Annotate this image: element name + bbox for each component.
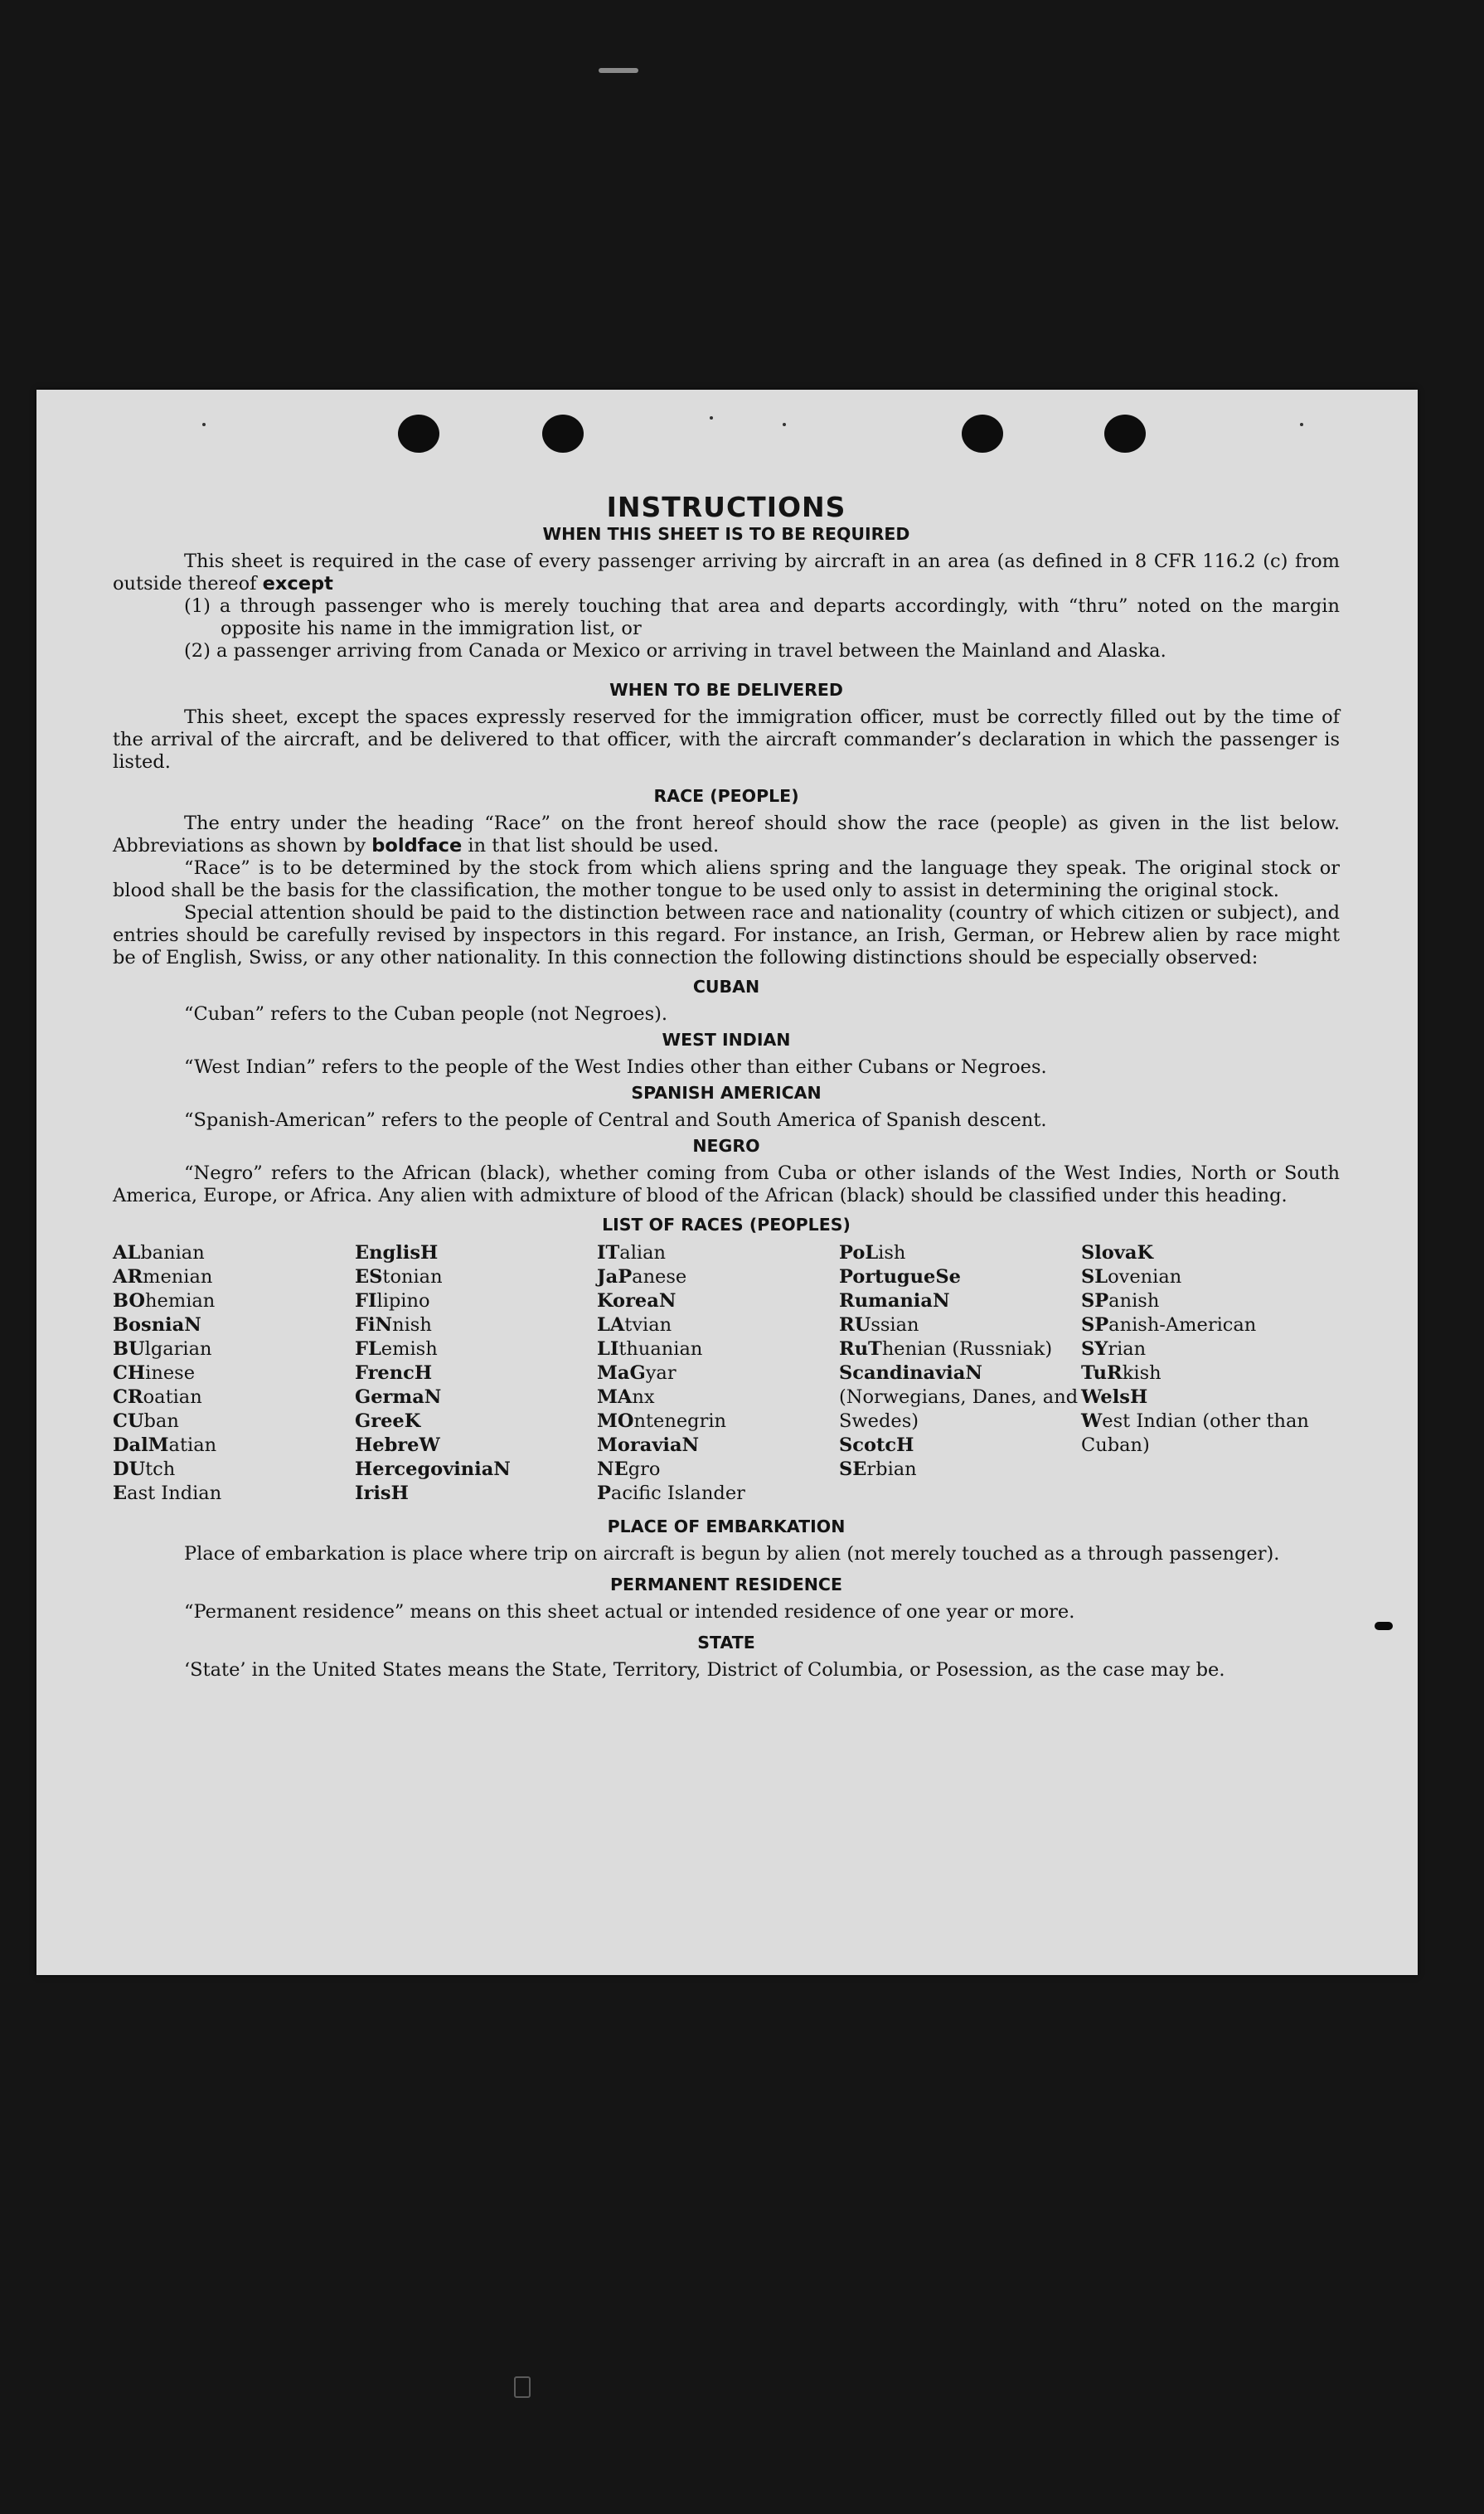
race-text-c: in that list should be used. xyxy=(462,835,720,857)
race-abbrev: H xyxy=(1129,1386,1148,1408)
race-entry xyxy=(113,1313,355,1337)
race-abbrev: Se xyxy=(935,1266,961,1288)
race-paragraph-2: “Race” is to be determined by the stock from which aliens spring and the language they speak. The original stock or blood shall be the basis for the classification, the mother tongue to be used only to assist in determining the original stock. xyxy=(113,857,1340,901)
race-entry xyxy=(597,1313,839,1337)
required-except: except xyxy=(262,573,333,595)
race-abbrev: Korea xyxy=(597,1290,659,1312)
race-entry xyxy=(597,1386,839,1410)
embarkation-paragraph: Place of embarkation is place where trip on aircraft is begun by alien (not merely touched as a through passenger). xyxy=(184,1543,1280,1565)
race-entry xyxy=(597,1458,839,1482)
race-entry xyxy=(355,1410,597,1434)
scan-mark xyxy=(514,2376,531,2398)
race-note: (Norwegians, Danes, and Swedes) xyxy=(839,1386,1079,1432)
race-text: ssian xyxy=(871,1314,919,1336)
race-entry xyxy=(113,1337,355,1361)
race-text: nish xyxy=(392,1314,432,1336)
clip-mark xyxy=(1375,1622,1393,1630)
race-abbrev: Wels xyxy=(1081,1386,1130,1408)
section-heading-required: WHEN THIS SHEET IS TO BE REQUIRED xyxy=(542,524,910,544)
race-entry xyxy=(113,1410,355,1434)
race-abbrev: PoL xyxy=(839,1242,879,1264)
race-abbrev: W xyxy=(419,1434,440,1456)
race-abbrev: MO xyxy=(597,1410,634,1432)
race-entry xyxy=(597,1337,839,1361)
race-entry xyxy=(839,1241,1081,1265)
required-item-1: (1) a through passenger who is merely touching that area and departs accordingly, with “thru” noted on the margin opposite his name in the immigration list, or xyxy=(184,595,1340,639)
race-abbrev: RU xyxy=(839,1314,871,1336)
race-entry xyxy=(355,1265,597,1289)
races-column xyxy=(113,1241,355,1506)
race-text: est Indian (other than Cuban) xyxy=(1081,1410,1309,1456)
section-heading-race: RACE (PEOPLE) xyxy=(653,786,799,806)
scan-mark xyxy=(599,68,638,73)
race-abbrev: W xyxy=(1081,1410,1103,1432)
race-text: lipino xyxy=(376,1290,430,1312)
section-heading-embarkation: PLACE OF EMBARKATION xyxy=(607,1517,846,1536)
race-text: ban xyxy=(143,1410,179,1432)
race-entry xyxy=(1081,1361,1323,1386)
race-entry xyxy=(839,1434,1081,1458)
negro-paragraph: “Negro” refers to the African (black), whether coming from Cuba or other islands of the West Indies, North or South America, Europe, or Africa. Any alien with admixture of blood of the African (black) should be classified under this heading. xyxy=(113,1162,1340,1206)
race-abbrev: Gree xyxy=(355,1410,405,1432)
race-entry xyxy=(839,1313,1081,1337)
race-text: tonian xyxy=(382,1266,443,1288)
race-abbrev: MA xyxy=(597,1386,633,1408)
document-page xyxy=(36,390,1418,1975)
race-entry xyxy=(839,1458,1081,1482)
race-abbrev: Iris xyxy=(355,1483,391,1504)
race-text: henian (Russniak) xyxy=(881,1338,1053,1360)
races-column xyxy=(597,1241,839,1506)
race-text: menian xyxy=(143,1266,213,1288)
speck xyxy=(1300,423,1303,426)
race-abbrev: H xyxy=(896,1434,914,1456)
race-text: yar xyxy=(645,1362,677,1384)
race-text: nx xyxy=(632,1386,655,1408)
race-abbrev: K xyxy=(404,1410,421,1432)
races-column xyxy=(839,1241,1081,1506)
punch-hole xyxy=(398,415,439,453)
race-abbrev: CH xyxy=(113,1362,146,1384)
race-abbrev: TuR xyxy=(1081,1362,1123,1384)
punch-hole xyxy=(1104,415,1146,453)
race-text: oatian xyxy=(143,1386,202,1408)
race-abbrev: CU xyxy=(113,1410,144,1432)
race-abbrev: JaP xyxy=(597,1266,633,1288)
race-boldface: boldface xyxy=(371,835,463,857)
race-text: ish xyxy=(878,1242,906,1264)
race-paragraph-3: Special attention should be paid to the distinction between race and nationality (country of which citizen or subject), and entries should be carefully revised by inspectors in this regard. For instance, an Irish, German, or Hebrew alien by race might be of English, Swiss, or any other nationality. In this connection the following distinctions should be especially observed: xyxy=(113,902,1340,968)
race-abbrev: N xyxy=(424,1386,442,1408)
speck xyxy=(710,416,713,420)
race-abbrev: DalM xyxy=(113,1434,169,1456)
speck xyxy=(783,423,786,426)
race-abbrev: BU xyxy=(113,1338,145,1360)
race-abbrev: N xyxy=(681,1434,700,1456)
required-item-2: (2) a passenger arriving from Canada or Mexico or arriving in travel between the Mainland and Alaska. xyxy=(184,640,1166,662)
race-abbrev: Portugue xyxy=(839,1266,936,1288)
race-text: tvian xyxy=(624,1314,672,1336)
race-text: rbian xyxy=(866,1458,917,1480)
race-abbrev: Rumania xyxy=(839,1290,933,1312)
race-abbrev: CR xyxy=(113,1386,143,1408)
race-abbrev: FI xyxy=(355,1290,377,1312)
race-entry xyxy=(355,1289,597,1313)
race-entry xyxy=(113,1458,355,1482)
race-entry xyxy=(113,1386,355,1410)
race-abbrev: N xyxy=(658,1290,677,1312)
race-entry xyxy=(1081,1386,1323,1410)
race-abbrev: Slova xyxy=(1081,1242,1137,1264)
race-abbrev: Moravia xyxy=(597,1434,682,1456)
race-abbrev: LA xyxy=(597,1314,625,1336)
races-list xyxy=(113,1241,1340,1506)
race-entry xyxy=(113,1241,355,1265)
race-text: ast Indian xyxy=(127,1483,222,1504)
residence-paragraph: “Permanent residence” means on this sheet actual or intended residence of one year or more. xyxy=(184,1601,1075,1623)
section-heading-negro: NEGRO xyxy=(692,1136,760,1156)
race-text: atian xyxy=(168,1434,217,1456)
race-text: thuanian xyxy=(618,1338,703,1360)
race-text: lgarian xyxy=(144,1338,212,1360)
race-abbrev: Hebre xyxy=(355,1434,419,1456)
race-abbrev: H xyxy=(414,1362,433,1384)
race-entry xyxy=(113,1289,355,1313)
race-abbrev: RuT xyxy=(839,1338,882,1360)
cuban-paragraph: “Cuban” refers to the Cuban people (not Negroes). xyxy=(184,1003,668,1025)
race-abbrev: NE xyxy=(597,1458,628,1480)
race-abbrev: Hercegovinia xyxy=(355,1458,494,1480)
race-abbrev: H xyxy=(390,1483,409,1504)
race-abbrev: FiN xyxy=(355,1314,393,1336)
race-entry xyxy=(597,1482,839,1506)
section-heading-residence: PERMANENT RESIDENCE xyxy=(610,1575,842,1594)
race-abbrev: N xyxy=(184,1314,201,1336)
race-abbrev: N xyxy=(493,1458,511,1480)
race-abbrev: Frenc xyxy=(355,1362,415,1384)
race-entry xyxy=(597,1410,839,1434)
race-entry xyxy=(355,1458,597,1482)
race-abbrev: N xyxy=(932,1290,950,1312)
race-entry xyxy=(1081,1265,1323,1289)
race-text: anish xyxy=(1108,1290,1160,1312)
race-abbrev: AR xyxy=(113,1266,143,1288)
race-entry xyxy=(1081,1289,1323,1313)
required-text: This sheet is required in the case of every passenger arriving by aircraft in an area (as defined in 8 CFR 116.2 (c) from outside thereof xyxy=(113,551,1340,595)
race-abbrev: AL xyxy=(113,1242,141,1264)
race-abbrev: Scotc xyxy=(839,1434,897,1456)
race-abbrev: E xyxy=(113,1483,128,1504)
race-entry xyxy=(839,1337,1081,1361)
section-heading-delivered: WHEN TO BE DELIVERED xyxy=(609,680,843,700)
race-text-a: The entry under the heading “Race” on the front hereof should show the race (people) as given in the list below. Abbreviations as shown by xyxy=(113,813,1340,857)
race-abbrev: K xyxy=(1137,1242,1154,1264)
race-entry xyxy=(839,1361,1081,1434)
race-abbrev: Scandinavia xyxy=(839,1362,966,1384)
race-entry xyxy=(1081,1241,1323,1265)
race-entry xyxy=(597,1434,839,1458)
race-abbrev: FL xyxy=(355,1338,381,1360)
race-abbrev: IT xyxy=(597,1242,620,1264)
delivered-paragraph: This sheet, except the spaces expressly reserved for the immigration officer, must be correctly filled out by the time of the arrival of the aircraft, and be delivered to that officer, with the aircraft commander’s declaration in which the passenger is listed. xyxy=(113,706,1340,773)
page-title: INSTRUCTIONS xyxy=(606,491,846,523)
race-abbrev: SP xyxy=(1081,1314,1109,1336)
races-column xyxy=(355,1241,597,1506)
race-entry xyxy=(113,1361,355,1386)
race-entry xyxy=(1081,1410,1323,1458)
race-abbrev: Bosnia xyxy=(113,1314,185,1336)
race-text: alian xyxy=(619,1242,666,1264)
section-heading-state: STATE xyxy=(697,1633,755,1653)
race-entry xyxy=(597,1289,839,1313)
race-abbrev: Germa xyxy=(355,1386,424,1408)
race-text: ovenian xyxy=(1108,1266,1182,1288)
race-paragraph-1 xyxy=(113,813,1340,857)
race-text: acific Islander xyxy=(610,1483,745,1504)
race-entry xyxy=(597,1241,839,1265)
race-entry xyxy=(113,1434,355,1458)
race-text: tch xyxy=(145,1458,176,1480)
punch-hole xyxy=(962,415,1003,453)
race-text: anish-American xyxy=(1108,1314,1257,1336)
race-text: inese xyxy=(145,1362,196,1384)
speck xyxy=(202,423,206,426)
race-abbrev: SY xyxy=(1081,1338,1108,1360)
race-entry xyxy=(839,1289,1081,1313)
race-abbrev: LI xyxy=(597,1338,619,1360)
race-abbrev: H xyxy=(420,1242,439,1264)
race-abbrev: P xyxy=(597,1483,611,1504)
race-abbrev: ES xyxy=(355,1266,383,1288)
race-abbrev: Englis xyxy=(355,1242,421,1264)
race-entry xyxy=(355,1361,597,1386)
instructions-content xyxy=(113,491,1340,1682)
west-indian-paragraph: “West Indian” refers to the people of the West Indies other than either Cubans or Negroes. xyxy=(184,1056,1047,1078)
race-text: anese xyxy=(632,1266,687,1288)
race-entry xyxy=(355,1313,597,1337)
punch-hole xyxy=(542,415,584,453)
race-abbrev: N xyxy=(965,1362,982,1384)
race-text: ntenegrin xyxy=(633,1410,727,1432)
race-entry xyxy=(355,1241,597,1265)
races-column xyxy=(1081,1241,1323,1506)
race-entry xyxy=(1081,1337,1323,1361)
race-entry xyxy=(839,1265,1081,1289)
race-entry xyxy=(355,1386,597,1410)
race-entry xyxy=(597,1265,839,1289)
race-text: kish xyxy=(1122,1362,1161,1384)
race-abbrev: SE xyxy=(839,1458,867,1480)
race-abbrev: SP xyxy=(1081,1290,1109,1312)
race-entry xyxy=(113,1482,355,1506)
race-abbrev: BO xyxy=(113,1290,146,1312)
race-abbrev: MaG xyxy=(597,1362,646,1384)
state-paragraph: ‘State’ in the United States means the State, Territory, District of Columbia, or Posession, as the case may be. xyxy=(184,1659,1225,1681)
race-entry xyxy=(355,1482,597,1506)
race-abbrev: SL xyxy=(1081,1266,1108,1288)
section-heading-list: LIST OF RACES (PEOPLES) xyxy=(602,1215,851,1235)
race-entry xyxy=(597,1361,839,1386)
race-text: gro xyxy=(628,1458,661,1480)
race-text: rian xyxy=(1108,1338,1147,1360)
race-text: emish xyxy=(381,1338,438,1360)
required-paragraph xyxy=(113,551,1340,595)
section-heading-cuban: CUBAN xyxy=(692,977,760,997)
race-entry xyxy=(1081,1313,1323,1337)
race-abbrev: DU xyxy=(113,1458,146,1480)
section-heading-spanish-american: SPANISH AMERICAN xyxy=(631,1083,822,1103)
race-entry xyxy=(113,1265,355,1289)
race-text: banian xyxy=(140,1242,205,1264)
race-entry xyxy=(355,1337,597,1361)
spanish-american-paragraph: “Spanish-American” refers to the people of Central and South America of Spanish descent. xyxy=(184,1109,1047,1131)
section-heading-west-indian: WEST INDIAN xyxy=(662,1030,791,1050)
race-entry xyxy=(355,1434,597,1458)
race-text: hemian xyxy=(145,1290,216,1312)
